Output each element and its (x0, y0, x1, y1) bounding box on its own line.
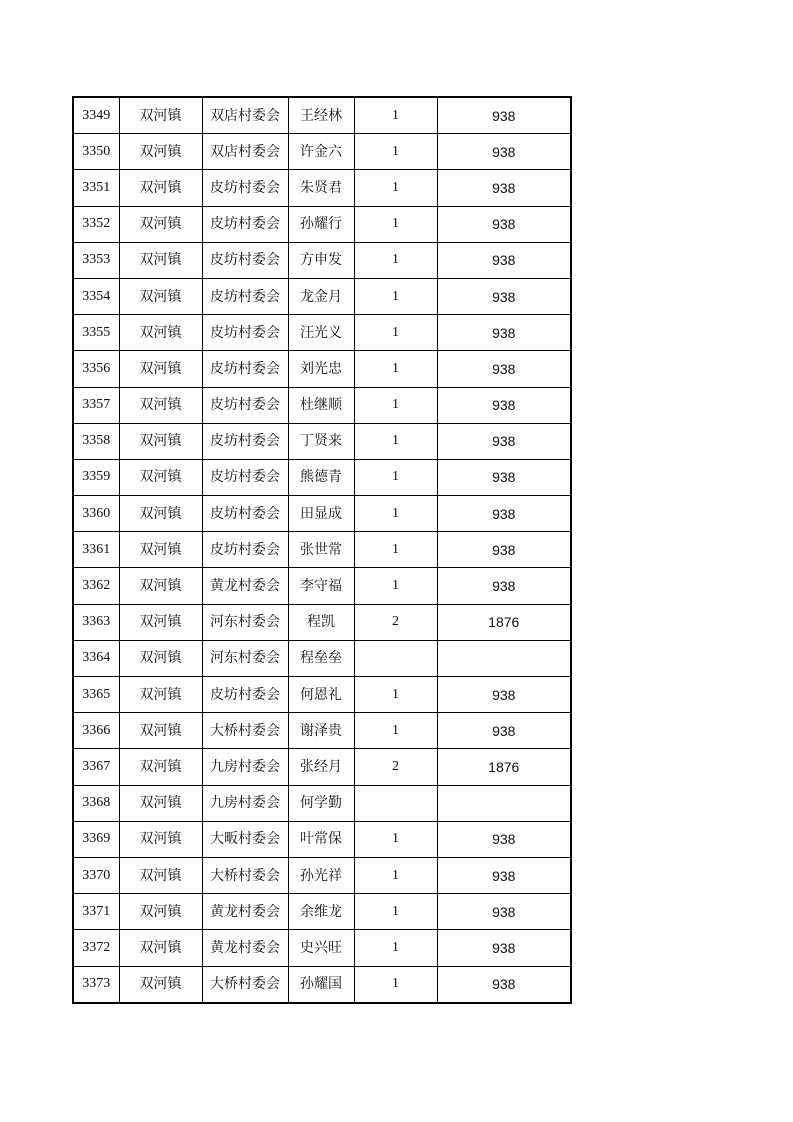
town-cell: 双河镇 (119, 423, 202, 459)
amount-cell (437, 785, 571, 821)
town-cell: 双河镇 (119, 857, 202, 893)
table-row (73, 930, 571, 966)
serial-number-cell: 3353 (73, 242, 119, 278)
count-cell: 1 (354, 206, 437, 242)
serial-number-cell: 3351 (73, 170, 119, 206)
village-committee-cell: 皮坊村委会 (202, 459, 288, 495)
person-name-cell: 孙耀行 (288, 206, 354, 242)
table-row (73, 604, 571, 640)
table-row (73, 785, 571, 821)
table-row (73, 532, 571, 568)
town-cell: 双河镇 (119, 966, 202, 1003)
serial-number-cell: 3359 (73, 459, 119, 495)
village-committee-cell: 皮坊村委会 (202, 242, 288, 278)
village-committee-cell: 大桥村委会 (202, 857, 288, 893)
serial-number-cell: 3357 (73, 387, 119, 423)
table-row (73, 387, 571, 423)
amount-cell: 938 (437, 423, 571, 459)
amount-cell: 938 (437, 351, 571, 387)
amount-cell: 1876 (437, 604, 571, 640)
count-cell: 1 (354, 423, 437, 459)
table-row (73, 821, 571, 857)
village-committee-cell: 皮坊村委会 (202, 677, 288, 713)
amount-cell: 938 (437, 568, 571, 604)
serial-number-cell: 3368 (73, 785, 119, 821)
table-row (73, 640, 571, 676)
village-committee-cell: 黄龙村委会 (202, 568, 288, 604)
village-committee-cell: 皮坊村委会 (202, 496, 288, 532)
town-cell: 双河镇 (119, 604, 202, 640)
count-cell: 1 (354, 351, 437, 387)
count-cell: 1 (354, 459, 437, 495)
serial-number-cell: 3360 (73, 496, 119, 532)
person-name-cell: 张世常 (288, 532, 354, 568)
town-cell: 双河镇 (119, 821, 202, 857)
amount-cell: 938 (437, 278, 571, 314)
town-cell: 双河镇 (119, 930, 202, 966)
town-cell: 双河镇 (119, 278, 202, 314)
table-row (73, 242, 571, 278)
village-committee-cell: 九房村委会 (202, 785, 288, 821)
amount-cell: 938 (437, 532, 571, 568)
data-table (72, 96, 572, 1004)
amount-cell: 938 (437, 315, 571, 351)
count-cell: 1 (354, 568, 437, 604)
person-name-cell: 何恩礼 (288, 677, 354, 713)
town-cell: 双河镇 (119, 568, 202, 604)
serial-number-cell: 3373 (73, 966, 119, 1003)
count-cell: 2 (354, 604, 437, 640)
serial-number-cell: 3363 (73, 604, 119, 640)
amount-cell: 938 (437, 713, 571, 749)
person-name-cell: 叶常保 (288, 821, 354, 857)
village-committee-cell: 双店村委会 (202, 97, 288, 134)
serial-number-cell: 3365 (73, 677, 119, 713)
person-name-cell: 何学勤 (288, 785, 354, 821)
count-cell: 1 (354, 532, 437, 568)
person-name-cell: 谢泽贵 (288, 713, 354, 749)
serial-number-cell: 3369 (73, 821, 119, 857)
person-name-cell: 方申发 (288, 242, 354, 278)
amount-cell: 938 (437, 966, 571, 1003)
person-name-cell: 刘光忠 (288, 351, 354, 387)
person-name-cell: 汪光义 (288, 315, 354, 351)
village-committee-cell: 黄龙村委会 (202, 894, 288, 930)
serial-number-cell: 3371 (73, 894, 119, 930)
village-committee-cell: 大桥村委会 (202, 713, 288, 749)
person-name-cell: 余维龙 (288, 894, 354, 930)
amount-cell: 938 (437, 206, 571, 242)
count-cell: 1 (354, 821, 437, 857)
town-cell: 双河镇 (119, 315, 202, 351)
amount-cell: 938 (437, 97, 571, 134)
count-cell: 1 (354, 170, 437, 206)
person-name-cell: 龙金月 (288, 278, 354, 314)
amount-cell: 938 (437, 459, 571, 495)
village-committee-cell: 皮坊村委会 (202, 423, 288, 459)
village-committee-cell: 九房村委会 (202, 749, 288, 785)
serial-number-cell: 3354 (73, 278, 119, 314)
serial-number-cell: 3352 (73, 206, 119, 242)
table-row (73, 496, 571, 532)
person-name-cell: 朱贤君 (288, 170, 354, 206)
count-cell: 1 (354, 278, 437, 314)
town-cell: 双河镇 (119, 97, 202, 134)
amount-cell: 938 (437, 242, 571, 278)
table-row (73, 459, 571, 495)
table-row (73, 351, 571, 387)
village-committee-cell: 皮坊村委会 (202, 387, 288, 423)
village-committee-cell: 大桥村委会 (202, 966, 288, 1003)
town-cell: 双河镇 (119, 785, 202, 821)
serial-number-cell: 3362 (73, 568, 119, 604)
serial-number-cell: 3367 (73, 749, 119, 785)
person-name-cell: 熊德青 (288, 459, 354, 495)
serial-number-cell: 3350 (73, 134, 119, 170)
serial-number-cell: 3366 (73, 713, 119, 749)
table-row (73, 894, 571, 930)
village-committee-cell: 河东村委会 (202, 604, 288, 640)
town-cell: 双河镇 (119, 749, 202, 785)
table-row (73, 568, 571, 604)
amount-cell: 938 (437, 134, 571, 170)
town-cell: 双河镇 (119, 242, 202, 278)
village-committee-cell: 黄龙村委会 (202, 930, 288, 966)
table-row (73, 206, 571, 242)
table-row (73, 170, 571, 206)
count-cell: 1 (354, 930, 437, 966)
table-row (73, 97, 571, 134)
table-row (73, 315, 571, 351)
person-name-cell: 孙光祥 (288, 857, 354, 893)
count-cell: 1 (354, 315, 437, 351)
amount-cell: 938 (437, 894, 571, 930)
town-cell: 双河镇 (119, 459, 202, 495)
village-committee-cell: 皮坊村委会 (202, 351, 288, 387)
count-cell: 1 (354, 713, 437, 749)
town-cell: 双河镇 (119, 496, 202, 532)
table-row (73, 423, 571, 459)
town-cell: 双河镇 (119, 677, 202, 713)
serial-number-cell: 3372 (73, 930, 119, 966)
person-name-cell: 程垒垒 (288, 640, 354, 676)
person-name-cell: 史兴旺 (288, 930, 354, 966)
village-committee-cell: 河东村委会 (202, 640, 288, 676)
count-cell (354, 785, 437, 821)
serial-number-cell: 3358 (73, 423, 119, 459)
table-body (73, 97, 571, 1003)
person-name-cell: 杜继顺 (288, 387, 354, 423)
person-name-cell: 程凯 (288, 604, 354, 640)
person-name-cell: 李守福 (288, 568, 354, 604)
serial-number-cell: 3370 (73, 857, 119, 893)
table-row (73, 857, 571, 893)
town-cell: 双河镇 (119, 170, 202, 206)
serial-number-cell: 3356 (73, 351, 119, 387)
village-committee-cell: 皮坊村委会 (202, 170, 288, 206)
village-committee-cell: 双店村委会 (202, 134, 288, 170)
person-name-cell: 丁贤来 (288, 423, 354, 459)
town-cell: 双河镇 (119, 640, 202, 676)
town-cell: 双河镇 (119, 134, 202, 170)
town-cell: 双河镇 (119, 206, 202, 242)
village-committee-cell: 皮坊村委会 (202, 278, 288, 314)
count-cell: 1 (354, 97, 437, 134)
person-name-cell: 王经林 (288, 97, 354, 134)
table-row (73, 966, 571, 1003)
amount-cell: 938 (437, 387, 571, 423)
village-committee-cell: 大畈村委会 (202, 821, 288, 857)
town-cell: 双河镇 (119, 894, 202, 930)
count-cell: 1 (354, 966, 437, 1003)
serial-number-cell: 3349 (73, 97, 119, 134)
count-cell: 1 (354, 894, 437, 930)
town-cell: 双河镇 (119, 713, 202, 749)
amount-cell (437, 640, 571, 676)
amount-cell: 938 (437, 821, 571, 857)
count-cell: 2 (354, 749, 437, 785)
person-name-cell: 孙耀国 (288, 966, 354, 1003)
village-committee-cell: 皮坊村委会 (202, 206, 288, 242)
count-cell: 1 (354, 496, 437, 532)
table-row (73, 677, 571, 713)
serial-number-cell: 3355 (73, 315, 119, 351)
village-committee-cell: 皮坊村委会 (202, 315, 288, 351)
amount-cell: 938 (437, 857, 571, 893)
amount-cell: 938 (437, 677, 571, 713)
count-cell (354, 640, 437, 676)
town-cell: 双河镇 (119, 532, 202, 568)
amount-cell: 1876 (437, 749, 571, 785)
town-cell: 双河镇 (119, 387, 202, 423)
serial-number-cell: 3361 (73, 532, 119, 568)
count-cell: 1 (354, 242, 437, 278)
count-cell: 1 (354, 677, 437, 713)
serial-number-cell: 3364 (73, 640, 119, 676)
person-name-cell: 许金六 (288, 134, 354, 170)
village-committee-cell: 皮坊村委会 (202, 532, 288, 568)
person-name-cell: 田显成 (288, 496, 354, 532)
person-name-cell: 张经月 (288, 749, 354, 785)
count-cell: 1 (354, 387, 437, 423)
table-row (73, 278, 571, 314)
table-row (73, 134, 571, 170)
count-cell: 1 (354, 857, 437, 893)
table-row (73, 713, 571, 749)
amount-cell: 938 (437, 930, 571, 966)
amount-cell: 938 (437, 496, 571, 532)
town-cell: 双河镇 (119, 351, 202, 387)
table-row (73, 749, 571, 785)
count-cell: 1 (354, 134, 437, 170)
amount-cell: 938 (437, 170, 571, 206)
